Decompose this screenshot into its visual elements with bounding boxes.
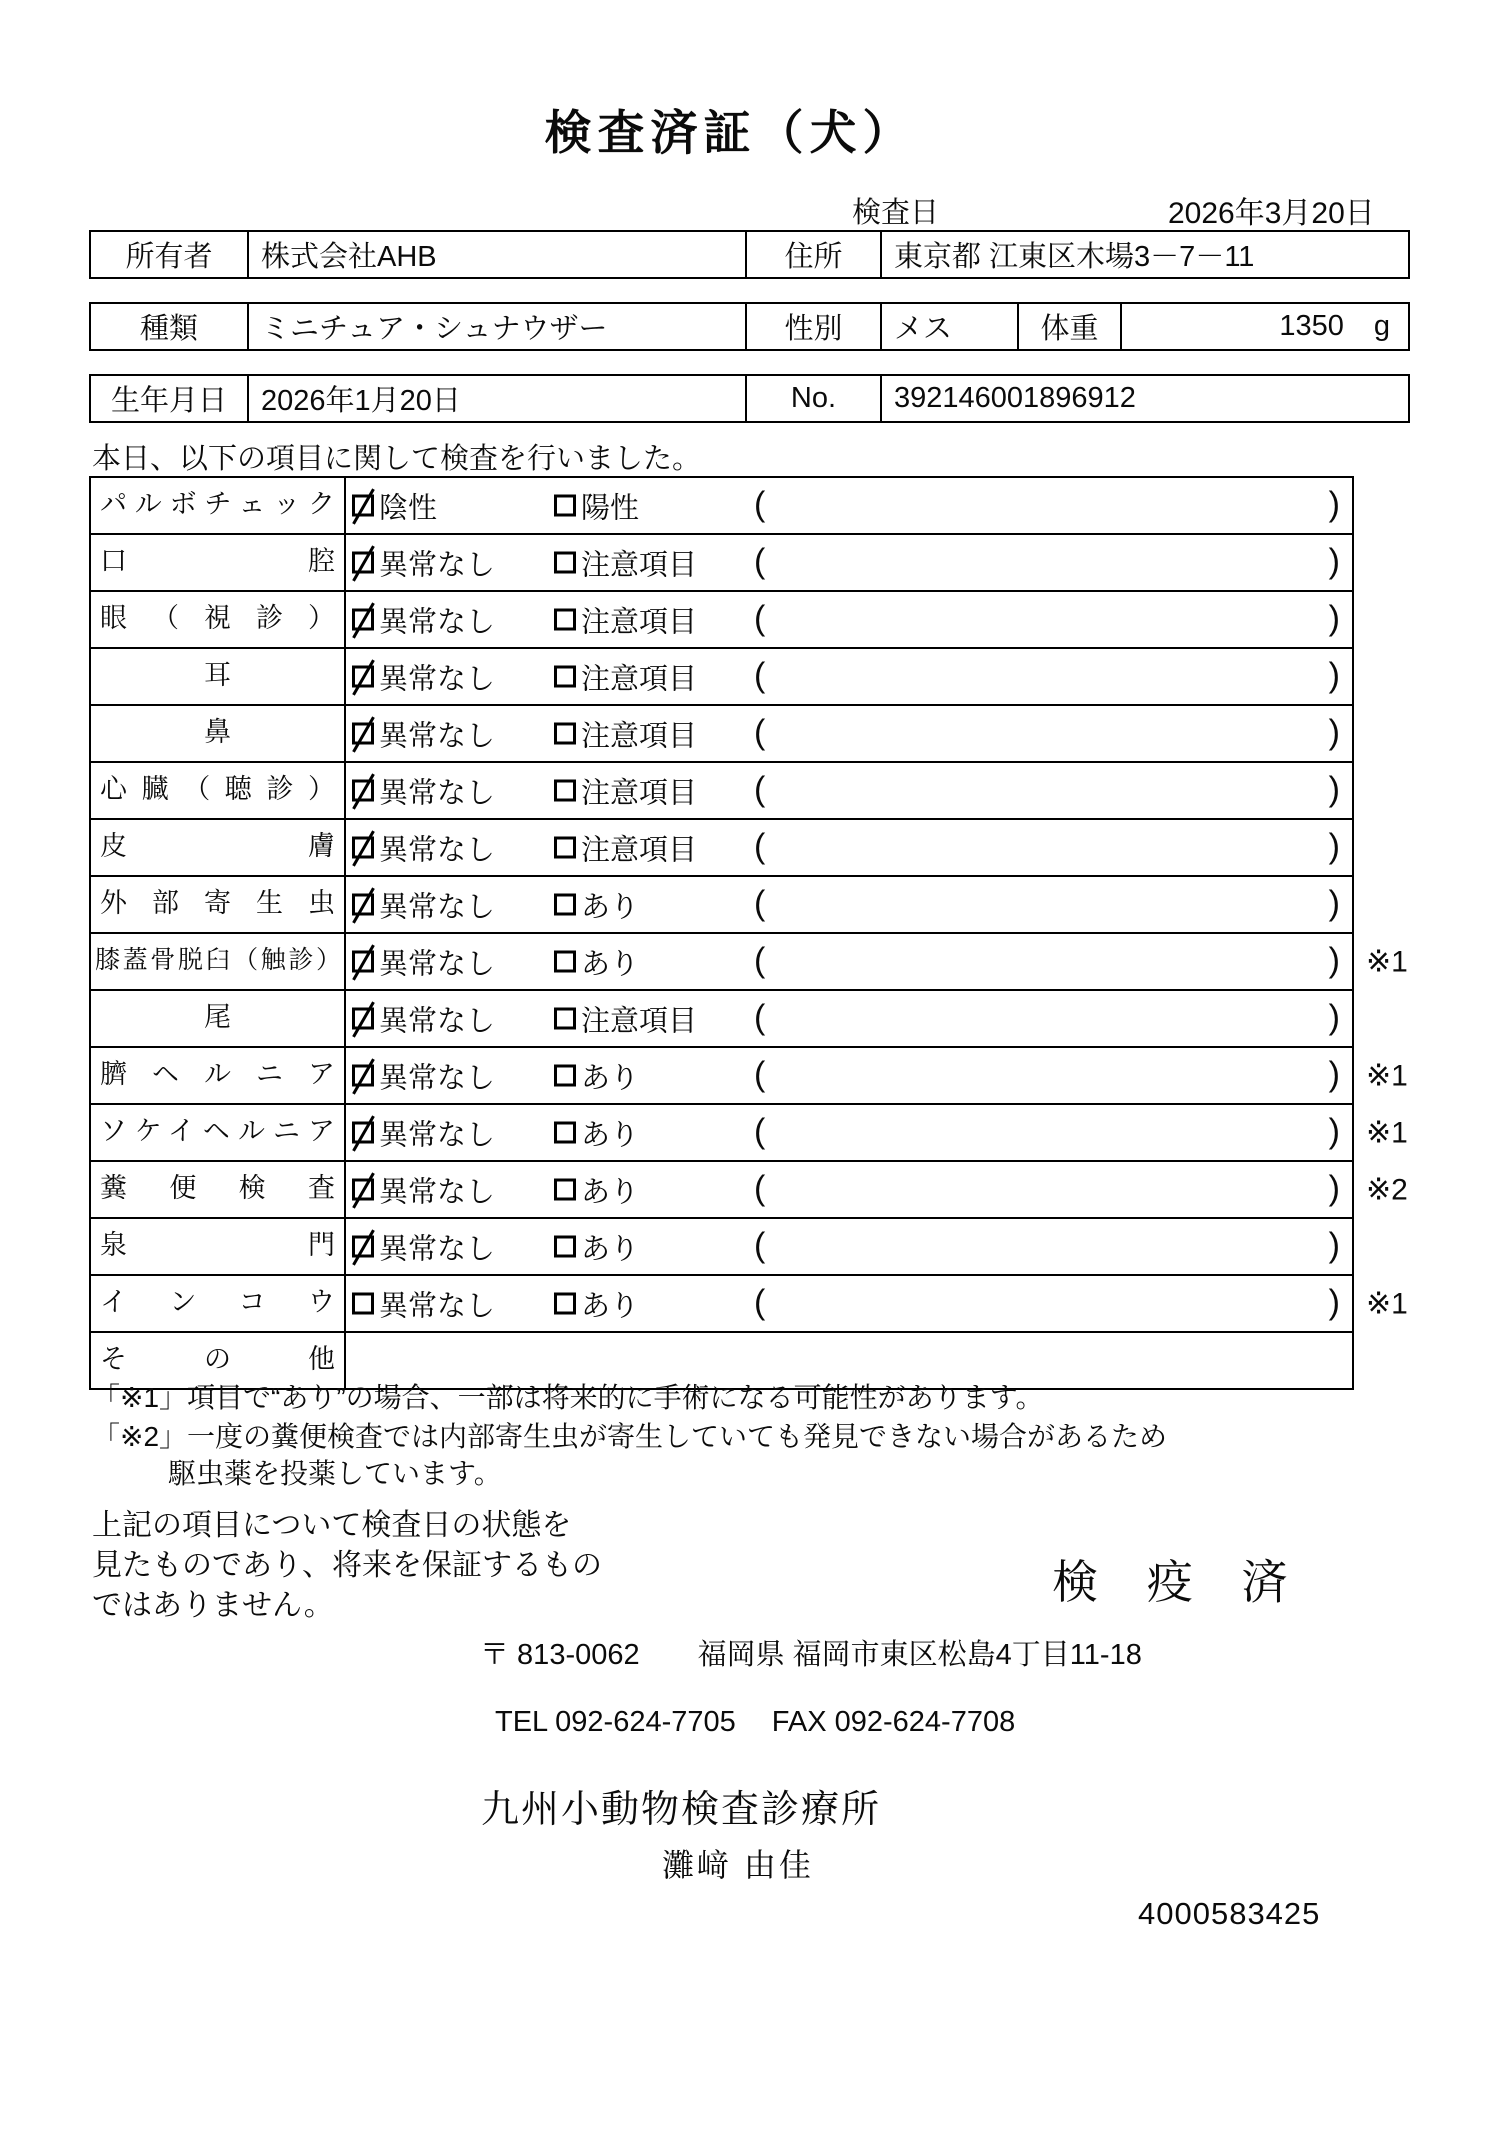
option-label: 異常なし [379, 1119, 496, 1151]
checkbox-checked-icon [352, 723, 374, 745]
note-mark: ※1 [1366, 1116, 1408, 1149]
checkbox-unchecked-icon [554, 495, 576, 517]
paren-open-icon: ( [754, 884, 766, 923]
birthdate-value: 2026年1月20日 [249, 376, 747, 421]
inspection-option-secondary [554, 713, 697, 754]
paren-open-icon: ( [754, 1112, 766, 1151]
inspection-option-primary [352, 1055, 495, 1096]
option-label: 注意項目 [581, 663, 698, 695]
inspection-row-content [346, 1105, 1352, 1160]
inspection-option-primary [352, 713, 495, 754]
clinic-fax: FAX 092-624-7708 [771, 1706, 1016, 1738]
paren-open-icon: ( [754, 1283, 766, 1322]
paren-close-icon: ) [1328, 1112, 1340, 1151]
inspection-option-secondary [554, 656, 697, 697]
checkbox-unchecked-icon [554, 1236, 576, 1258]
option-label: 異常なし [379, 663, 496, 695]
paren-close-icon: ) [1328, 485, 1340, 524]
option-label: あり [581, 1176, 640, 1208]
option-label: 異常なし [379, 720, 496, 752]
note-mark: ※1 [1366, 1059, 1408, 1092]
inspection-row [91, 706, 1352, 763]
checkbox-checked-icon [352, 1179, 374, 1201]
paren-close-icon: ) [1328, 941, 1340, 980]
inspection-row-content [346, 535, 1352, 590]
inspection-row-content [346, 1162, 1352, 1217]
paren-close-icon: ) [1328, 998, 1340, 1037]
inspection-option-secondary [554, 827, 697, 868]
checkbox-checked-icon [352, 780, 374, 802]
sex-value: メス [882, 304, 1019, 349]
inspection-option-secondary [554, 998, 697, 1039]
inspection-row-content [346, 1276, 1352, 1331]
clinic-phone-line [495, 1706, 1015, 1739]
number-label: No. [747, 376, 882, 421]
statement-line-3: ではありません。 [92, 1589, 334, 1622]
inspection-row [91, 535, 1352, 592]
intro-text: 本日、以下の項目に関して検査を行いました。 [92, 443, 702, 475]
statement-line-1: 上記の項目について検査日の状態を [92, 1509, 572, 1542]
inspection-item-label: 膝蓋骨脱臼（触診） [91, 934, 346, 989]
inspection-row [91, 1219, 1352, 1276]
option-label: 異常なし [379, 834, 496, 866]
checkbox-checked-icon [352, 1236, 374, 1258]
inspection-option-secondary [554, 1283, 639, 1324]
option-label: あり [581, 891, 640, 923]
option-label: 異常なし [379, 1233, 496, 1265]
option-label: あり [581, 948, 640, 980]
footnote-2: 「※2」一度の糞便検査では内部寄生虫が寄生していても発見できない場合があるため [92, 1421, 1168, 1452]
inspection-option-primary [352, 998, 495, 1039]
option-label: 異常なし [379, 948, 496, 980]
paren-close-icon: ) [1328, 827, 1340, 866]
inspection-option-secondary [554, 599, 697, 640]
option-label: 注意項目 [581, 549, 698, 581]
paren-open-icon: ( [754, 542, 766, 581]
inspection-row-content [346, 820, 1352, 875]
inspection-item-label: 泉門 [91, 1219, 346, 1274]
address-label: 住所 [747, 232, 882, 277]
inspection-option-primary [352, 485, 437, 526]
inspection-item-label: パルボチェック [91, 478, 346, 533]
inspection-row-content [346, 991, 1352, 1046]
inspection-option-secondary [554, 1112, 639, 1153]
paren-close-icon: ) [1328, 884, 1340, 923]
option-label: 異常なし [379, 1176, 496, 1208]
inspection-option-primary [352, 656, 495, 697]
address-value: 東京都 江東区木場3－7－11 [894, 241, 1255, 273]
inspection-item-label: 口腔 [91, 535, 346, 590]
option-label: 異常なし [379, 606, 496, 638]
checkbox-checked-icon [352, 609, 374, 631]
owner-table [89, 230, 1410, 279]
inspection-option-primary [352, 599, 495, 640]
inspection-row [91, 763, 1352, 820]
footnote-1: 「※1」項目で“あり”の場合、一部は将来的に手術になる可能性があります。 [92, 1382, 1044, 1413]
inspection-row [91, 649, 1352, 706]
inspection-row-content [346, 1048, 1352, 1103]
checkbox-unchecked-icon [554, 666, 576, 688]
inspection-row-content [346, 649, 1352, 704]
inspection-row [91, 1048, 1408, 1105]
inspection-item-label: インコウ [91, 1276, 346, 1331]
option-label: 異常なし [379, 891, 496, 923]
checkbox-unchecked-icon [554, 1179, 576, 1201]
inspection-item-label: 耳 [91, 649, 346, 704]
inspection-option-secondary [554, 542, 697, 583]
checkbox-checked-icon [352, 837, 374, 859]
statement-line-2: 見たものであり、将来を保証するもの [92, 1549, 602, 1582]
inspection-row [91, 1105, 1408, 1162]
inspection-row [91, 991, 1352, 1048]
inspection-option-secondary [554, 1169, 639, 1210]
inspection-table [89, 476, 1408, 1390]
paren-close-icon: ) [1328, 1283, 1340, 1322]
note-mark: ※1 [1366, 1287, 1408, 1320]
inspection-item-label: 尾 [91, 991, 346, 1046]
breed-table [89, 302, 1410, 351]
inspection-item-label: 心臓（聴診） [91, 763, 346, 818]
birthdate-label: 生年月日 [91, 376, 249, 421]
weight-label: 体重 [1019, 304, 1122, 349]
inspection-row [91, 877, 1352, 934]
option-label: 陰性 [379, 492, 438, 524]
owner-value: 株式会社AHB [249, 232, 747, 277]
inspection-option-primary [352, 827, 495, 868]
inspection-row-content [346, 877, 1352, 932]
inspection-row [91, 820, 1352, 877]
inspection-row-content [346, 592, 1352, 647]
breed-label: 種類 [91, 304, 249, 349]
paren-open-icon: ( [754, 1226, 766, 1265]
checkbox-unchecked-icon [554, 894, 576, 916]
paren-close-icon: ) [1328, 1055, 1340, 1094]
checkbox-unchecked-icon [554, 1008, 576, 1030]
checkbox-unchecked-icon [554, 1065, 576, 1087]
paren-close-icon: ) [1328, 1226, 1340, 1265]
inspection-option-primary [352, 884, 495, 925]
option-label: 異常なし [379, 1062, 496, 1094]
paren-close-icon: ) [1328, 656, 1340, 695]
inspection-row [91, 934, 1408, 991]
inspection-item-label: ソケイヘルニア [91, 1105, 346, 1160]
checkbox-unchecked-icon [554, 951, 576, 973]
inspection-row [91, 1276, 1408, 1333]
checkbox-checked-icon [352, 951, 374, 973]
paren-close-icon: ) [1328, 1169, 1340, 1208]
checkbox-checked-icon [352, 1122, 374, 1144]
inspection-option-secondary [554, 1055, 639, 1096]
option-label: 注意項目 [581, 720, 698, 752]
owner-label: 所有者 [91, 232, 249, 277]
weight-value-cell [1122, 304, 1408, 349]
paren-open-icon: ( [754, 998, 766, 1037]
inspection-option-primary [352, 542, 495, 583]
inspection-option-secondary [554, 1226, 639, 1267]
option-label: あり [581, 1062, 640, 1094]
inspection-option-primary [352, 1169, 495, 1210]
inspection-row-content [346, 478, 1352, 533]
clinic-address: 福岡県 福岡市東区松島4丁目11-18 [697, 1639, 1142, 1671]
checkbox-unchecked-icon [554, 1293, 576, 1315]
birth-table [89, 374, 1410, 423]
checkbox-unchecked-icon [554, 1122, 576, 1144]
inspection-item-label: 眼（視診） [91, 592, 346, 647]
option-label: 異常なし [379, 549, 496, 581]
paren-close-icon: ) [1328, 770, 1340, 809]
option-label: 注意項目 [581, 1005, 698, 1037]
option-label: 注意項目 [581, 606, 698, 638]
paren-open-icon: ( [754, 941, 766, 980]
inspection-date-label: 検査日 [852, 197, 940, 229]
paren-open-icon: ( [754, 827, 766, 866]
paren-close-icon: ) [1328, 599, 1340, 638]
inspection-row [91, 1162, 1408, 1219]
clinic-postal-code: 〒 813-0062 [480, 1639, 640, 1671]
checkbox-unchecked-icon [554, 837, 576, 859]
inspection-item-label: その他 [91, 1333, 346, 1388]
footnote-2-continued: 駆虫薬を投薬しています。 [168, 1458, 502, 1489]
checkbox-unchecked-icon [554, 552, 576, 574]
option-label: 注意項目 [581, 777, 698, 809]
option-label: あり [581, 1233, 640, 1265]
note-mark: ※1 [1366, 945, 1408, 978]
paren-open-icon: ( [754, 656, 766, 695]
checkbox-unchecked-icon [554, 609, 576, 631]
inspection-item-label: 糞便検査 [91, 1162, 346, 1217]
paren-open-icon: ( [754, 1055, 766, 1094]
number-value: 392146001896912 [894, 382, 1136, 414]
inspection-option-secondary [554, 941, 639, 982]
inspection-date-value: 2026年3月20日 [1168, 197, 1375, 230]
paren-open-icon: ( [754, 1169, 766, 1208]
option-label: 陽性 [581, 492, 640, 524]
paren-open-icon: ( [754, 770, 766, 809]
option-label: あり [581, 1119, 640, 1151]
veterinarian-name: 灘﨑 由佳 [662, 1847, 814, 1883]
checkbox-checked-icon [352, 1065, 374, 1087]
inspection-row [91, 478, 1352, 535]
inspection-option-primary [352, 1283, 495, 1324]
inspection-row-content [346, 706, 1352, 761]
clinic-name: 九州小動物検査診療所 [481, 1789, 882, 1831]
checkbox-checked-icon [352, 1008, 374, 1030]
page-title: 検査済証（犬） [544, 106, 916, 159]
checkbox-checked-icon [352, 495, 374, 517]
inspection-option-primary [352, 1112, 495, 1153]
inspection-row-content [346, 934, 1352, 989]
paren-open-icon: ( [754, 599, 766, 638]
quarantine-stamp: 検 疫 済 [1052, 1556, 1306, 1608]
inspection-row-content [346, 1219, 1352, 1274]
checkbox-checked-icon [352, 894, 374, 916]
inspection-item-label: 皮膚 [91, 820, 346, 875]
sex-label: 性別 [747, 304, 882, 349]
paren-open-icon: ( [754, 485, 766, 524]
inspection-option-secondary [554, 485, 639, 526]
paren-open-icon: ( [754, 713, 766, 752]
option-label: あり [581, 1290, 640, 1322]
clinic-tel: TEL 092-624-7705 [495, 1706, 736, 1738]
serial-number: 4000583425 [1138, 1896, 1321, 1931]
option-label: 異常なし [379, 1005, 496, 1037]
inspection-option-primary [352, 1226, 495, 1267]
clinic-address-line [480, 1632, 1142, 1673]
inspection-item-label: 鼻 [91, 706, 346, 761]
option-label: 異常なし [379, 1290, 496, 1322]
checkbox-checked-icon [352, 666, 374, 688]
inspection-option-primary [352, 941, 495, 982]
checkbox-unchecked-icon [554, 780, 576, 802]
inspection-option-primary [352, 770, 495, 811]
checkbox-unchecked-icon [352, 1293, 374, 1315]
inspection-item-label: 臍ヘルニア [91, 1048, 346, 1103]
inspection-option-secondary [554, 770, 697, 811]
inspection-option-secondary [554, 884, 639, 925]
note-mark: ※2 [1366, 1173, 1408, 1206]
option-label: 異常なし [379, 777, 496, 809]
weight-value: 1350 [1279, 310, 1344, 342]
checkbox-checked-icon [352, 552, 374, 574]
checkbox-unchecked-icon [554, 723, 576, 745]
inspection-item-label: 外部寄生虫 [91, 877, 346, 932]
inspection-row [91, 592, 1352, 649]
inspection-row-content [346, 763, 1352, 818]
breed-value: ミニチュア・シュナウザー [249, 304, 747, 349]
weight-unit: g [1373, 310, 1390, 342]
paren-close-icon: ) [1328, 542, 1340, 581]
paren-close-icon: ) [1328, 713, 1340, 752]
option-label: 注意項目 [581, 834, 698, 866]
